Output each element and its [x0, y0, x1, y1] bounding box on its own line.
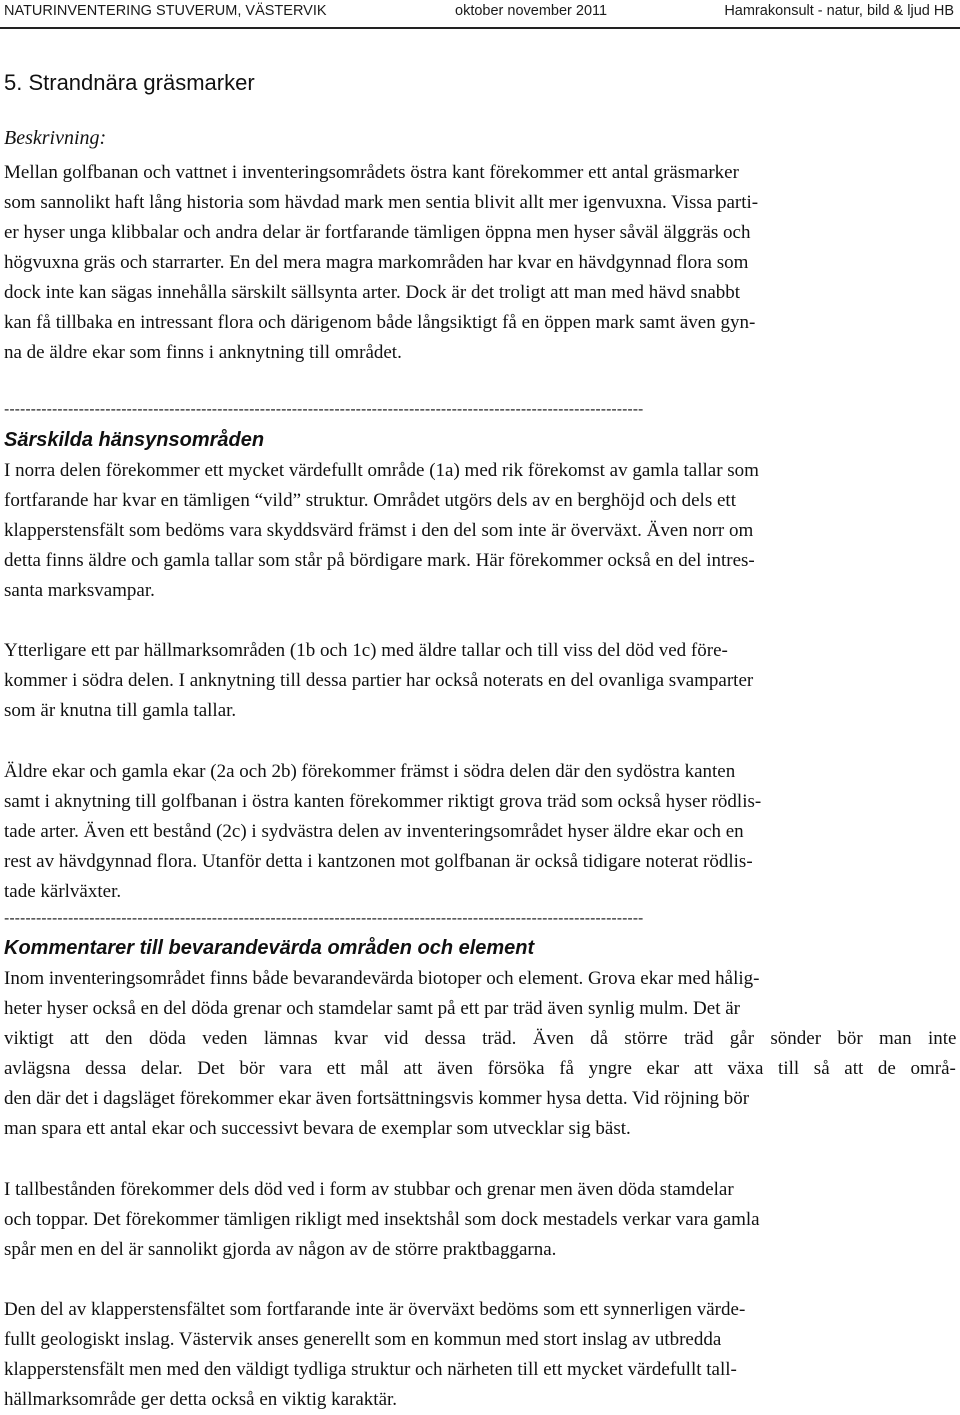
- text-line: som sannolikt haft lång historia som hävdad mark men sentia blivit allt mer igenvuxna. Vissa parti-: [4, 192, 759, 213]
- text-line: viktigt att den döda veden lämnas kvar vid dessa träd. Även då större träd går sönder bör man inte: [4, 1028, 957, 1049]
- text-line: kan få tillbaka en intressant flora och därigenom både långsiktigt få en öppen mark samt även gyn-: [4, 312, 756, 333]
- text-line: tade kärlväxter.: [4, 881, 122, 902]
- text-line: och toppar. Det förekommer tämligen rikligt med insektshål som dock mestadels verkar vara gamla: [4, 1209, 760, 1230]
- dashed-divider: ------------------------------------------------------------------------------------------------------------------------: [4, 910, 644, 927]
- description-paragraph: [4, 158, 956, 368]
- text-line: Inom inventeringsområdet finns både bevarandevärda biotoper och element. Grova ekar med hålig-: [4, 968, 760, 989]
- header-author: Hamrakonsult - natur, bild & ljud HB: [724, 3, 954, 19]
- text-line: avlägsna dessa delar. Det bör vara ett mål att även försöka få yngre ekar att växa till så att de områ-: [4, 1058, 956, 1079]
- comments-paragraph-2: [4, 1175, 956, 1265]
- special-areas-heading: Särskilda hänsynsområden: [4, 429, 265, 451]
- text-line: samt i aknytning till golfbanan i östra kanten förekommer riktigt grova träd som också hyser rödlis-: [4, 791, 762, 812]
- text-line: som är knutna till gamla tallar.: [4, 700, 237, 721]
- text-line: I norra delen förekommer ett mycket värdefullt område (1a) med rik förekomst av gamla tallar som: [4, 460, 759, 481]
- text-line: tade arter. Även ett bestånd (2c) i sydvästra delen av inventeringsområdet hyser äldre ekar och en: [4, 821, 744, 842]
- text-line: fullt geologiskt inslag. Västervik anses generellt som en kommun med stort inslag av utbredda: [4, 1329, 722, 1350]
- text-line: na de äldre ekar som finns i anknytning till området.: [4, 342, 402, 363]
- text-line: klapperstensfält men med den väldigt tydliga struktur och närheten till ett mycket värdefullt tall-: [4, 1359, 737, 1380]
- special-areas-paragraph-2: [4, 636, 956, 726]
- text-line: heter hyser också en del döda grenar och stamdelar samt på ett par träd även synlig mulm. Det är: [4, 998, 740, 1019]
- text-line: spår men en del är sannolikt gjorda av någon av de större praktbaggarna.: [4, 1239, 557, 1260]
- dashed-divider: ------------------------------------------------------------------------------------------------------------------------: [4, 401, 644, 418]
- section-title: 5. Strandnära gräsmarker: [4, 70, 255, 95]
- comments-heading: Kommentarer till bevarandevärda områden och element: [4, 937, 535, 959]
- text-line: rest av hävdgynnad flora. Utanför detta i kantzonen mot golfbanan är också tidigare noterat rödlis-: [4, 851, 753, 872]
- text-line: fortfarande har kvar en tämligen “vild” struktur. Området utgörs dels av en berghöjd och dels ett: [4, 490, 736, 511]
- text-line: den där det i dagsläget förekommer ekar även fortsättningsvis kommer hysa detta. Vid röjning bör: [4, 1088, 750, 1109]
- comments-paragraph-1: [4, 964, 956, 1144]
- text-line: Äldre ekar och gamla ekar (2a och 2b) förekommer främst i södra delen där den sydöstra kanten: [4, 761, 736, 782]
- text-line: detta finns äldre och gamla tallar som står på bördigare mark. Här förekommer också en del intres-: [4, 550, 755, 571]
- text-line: santa marksvampar.: [4, 580, 155, 601]
- text-line: hällmarksområde ger detta också en viktig karaktär.: [4, 1389, 398, 1410]
- text-line: I tallbestånden förekommer dels död ved i form av stubbar och grenar men även döda stamdelar: [4, 1179, 734, 1200]
- text-line: er hyser unga klibbalar och andra delar är fortfarande tämligen öppna men hyser såväl älggräs och: [4, 222, 751, 243]
- comments-paragraph-3: [4, 1295, 956, 1415]
- text-line: Ytterligare ett par hällmarksområden (1b och 1c) med äldre tallar och till viss del död ved före-: [4, 640, 728, 661]
- text-line: dock inte kan sägas innehålla särskilt sällsynta arter. Dock är det troligt att man med hävd snabbt: [4, 282, 741, 303]
- special-areas-paragraph-3: [4, 757, 956, 907]
- text-line: högvuxna gräs och starrarter. En del mera magra markområden har kvar en hävdgynnad flora som: [4, 252, 749, 273]
- text-line: man spara ett antal ekar och successivt bevara de exemplar som utvecklar sig bäst.: [4, 1118, 631, 1139]
- page-header: [4, 3, 954, 23]
- text-line: klapperstensfält som bedöms vara skyddsvärd främst i den del som inte är överväxt. Även norr om: [4, 520, 754, 541]
- header-rule: [0, 27, 960, 29]
- special-areas-paragraph-1: [4, 456, 956, 606]
- text-line: Den del av klapperstensfältet som fortfarande inte är överväxt bedöms som ett synnerligen värde-: [4, 1299, 746, 1320]
- text-line: Mellan golfbanan och vattnet i inventeringsområdets östra kant förekommer ett antal gräsmarker: [4, 162, 739, 183]
- text-line: kommer i södra delen. I anknytning till dessa partier har också noterats en del ovanliga svamparter: [4, 670, 754, 691]
- header-date: oktober november 2011: [455, 3, 608, 19]
- description-heading: Beskrivning:: [4, 127, 107, 149]
- header-title: NATURINVENTERING STUVERUM, VÄSTERVIK: [4, 3, 327, 19]
